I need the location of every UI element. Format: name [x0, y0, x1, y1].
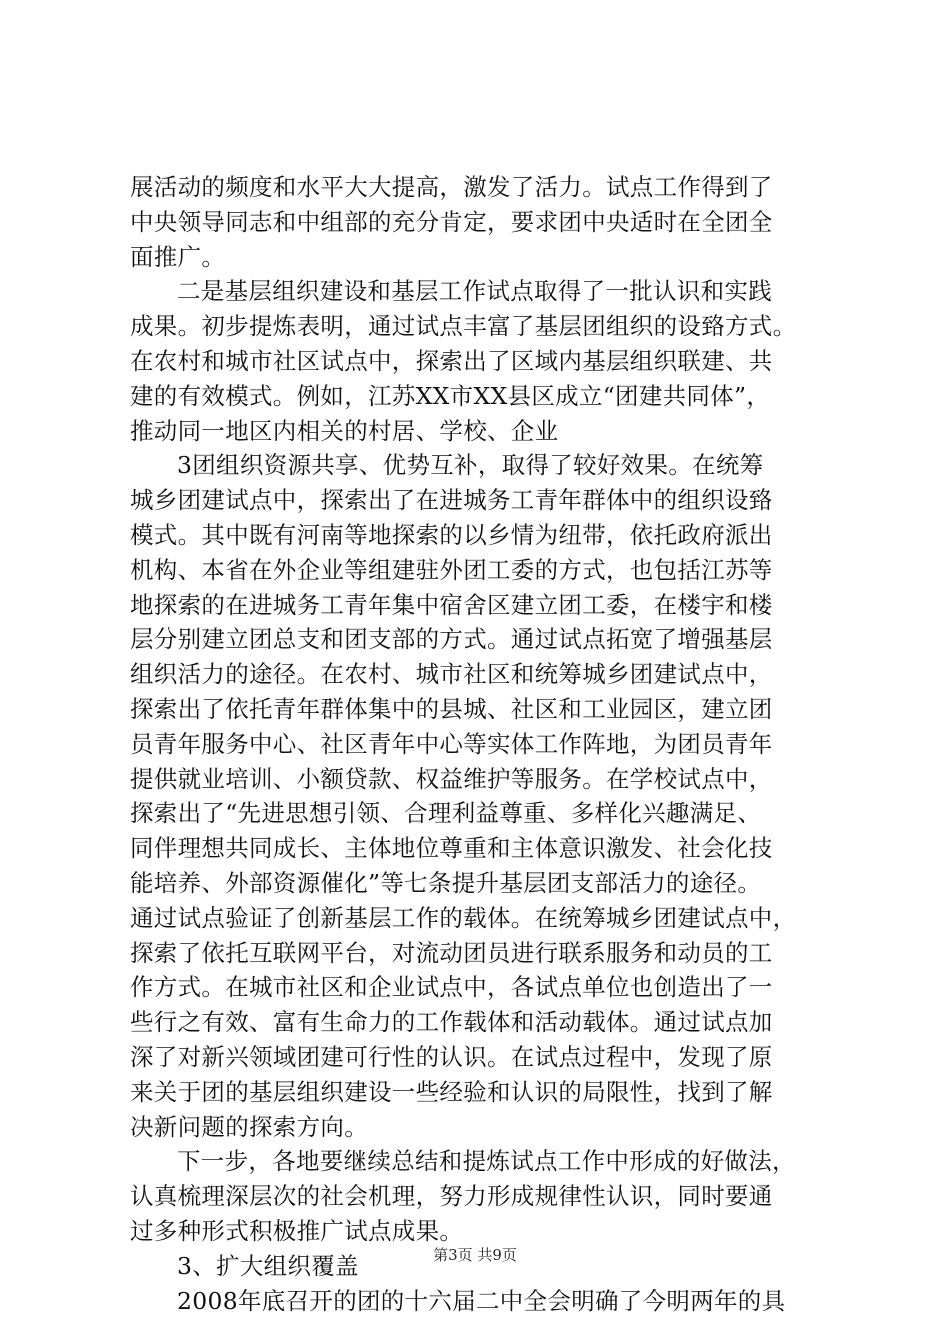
text-line: 通过试点验证了创新基层工作的载体。在统筹城乡团建试点中， [130, 903, 797, 932]
text-line: 深了对新兴领域团建可行性的认识。在试点过程中，发现了原 [130, 1042, 773, 1071]
text-line: 推动同一地区内相关的村居、学校、企业 [130, 416, 559, 445]
text-line: 认真梳理深层次的社会机理，努力形成规律性认识，同时要通 [130, 1182, 773, 1211]
text-line: 地探索的在进城务工青年集中宿舍区建立团工委，在楼宇和楼 [130, 590, 773, 619]
document-body [130, 170, 860, 1318]
text-line: 探索了依托互联网平台，对流动团员进行联系服务和动员的工 [130, 938, 773, 967]
text-line: 二是基层组织建设和基层工作试点取得了一批认识和实践 [177, 277, 772, 306]
text-line: 员青年服务中心、社区青年中心等实体工作阵地，为团员青年 [130, 729, 773, 758]
page-footer: 第3页 共9页 [433, 1246, 517, 1264]
text-line: 3、扩大组织覆盖 [177, 1251, 359, 1280]
text-line: 探索出了依托青年群体集中的县城、社区和工业园区，建立团 [130, 694, 773, 723]
text-line: 过多种形式积极推广试点成果。 [130, 1216, 464, 1245]
text-line: 面推广。 [130, 242, 226, 271]
text-line: 层分别建立团总支和团支部的方式。通过试点拓宽了增强基层 [130, 625, 773, 654]
text-line: 探索出了“先进思想引领、合理利益尊重、多样化兴趣满足、 [130, 799, 762, 828]
text-line: 城乡团建试点中，探索出了在进城务工青年群体中的组织设臵 [130, 486, 773, 515]
text-line: 些行之有效、富有生命力的工作载体和活动载体。通过试点加 [130, 1008, 773, 1037]
text-line: 在农村和城市社区试点中，探索出了区域内基层组织联建、共 [130, 346, 773, 375]
text-line: 作方式。在城市社区和企业试点中，各试点单位也创造出了一 [130, 973, 773, 1002]
text-line: 提供就业培训、小额贷款、权益维护等服务。在学校试点中， [130, 764, 773, 793]
text-line: 同伴理想共同成长、主体地位尊重和主体意识激发、社会化技 [130, 834, 773, 863]
text-line: 展活动的频度和水平大大提高，激发了活力。试点工作得到了 [130, 173, 773, 201]
text-line: 模式。其中既有河南等地探索的以乡情为纽带，依托政府派出 [130, 520, 773, 549]
text-line: 成果。初步提炼表明，通过试点丰富了基层团组织的设臵方式。 [130, 312, 797, 341]
text-line: 机构、本省在外企业等组建驻外团工委的方式，也包括江苏等 [130, 555, 773, 584]
text-line: 来关于团的基层组织建设一些经验和认识的局限性，找到了解 [130, 1077, 773, 1106]
text-line: 3团组织资源共享、优势互补，取得了较好效果。在统筹 [177, 451, 764, 480]
text-line: 2008年底召开的团的十六届二中全会明确了今明两年的具 [177, 1286, 786, 1315]
text-line: 决新问题的探索方向。 [130, 1112, 368, 1141]
text-line: 下一步，各地要继续总结和提炼试点工作中形成的好做法， [177, 1147, 796, 1176]
text-line: 组织活力的途径。在农村、城市社区和统筹城乡团建试点中， [130, 660, 773, 689]
text-line: 中央领导同志和中组部的充分肯定，要求团中央适时在全团全 [130, 207, 773, 236]
text-line: 能培养、外部资源催化”等七条提升基层团支部活力的途径。 [130, 868, 762, 897]
text-line: 建的有效模式。例如，江苏XX市XX县区成立“团建共同体”， [130, 381, 771, 410]
